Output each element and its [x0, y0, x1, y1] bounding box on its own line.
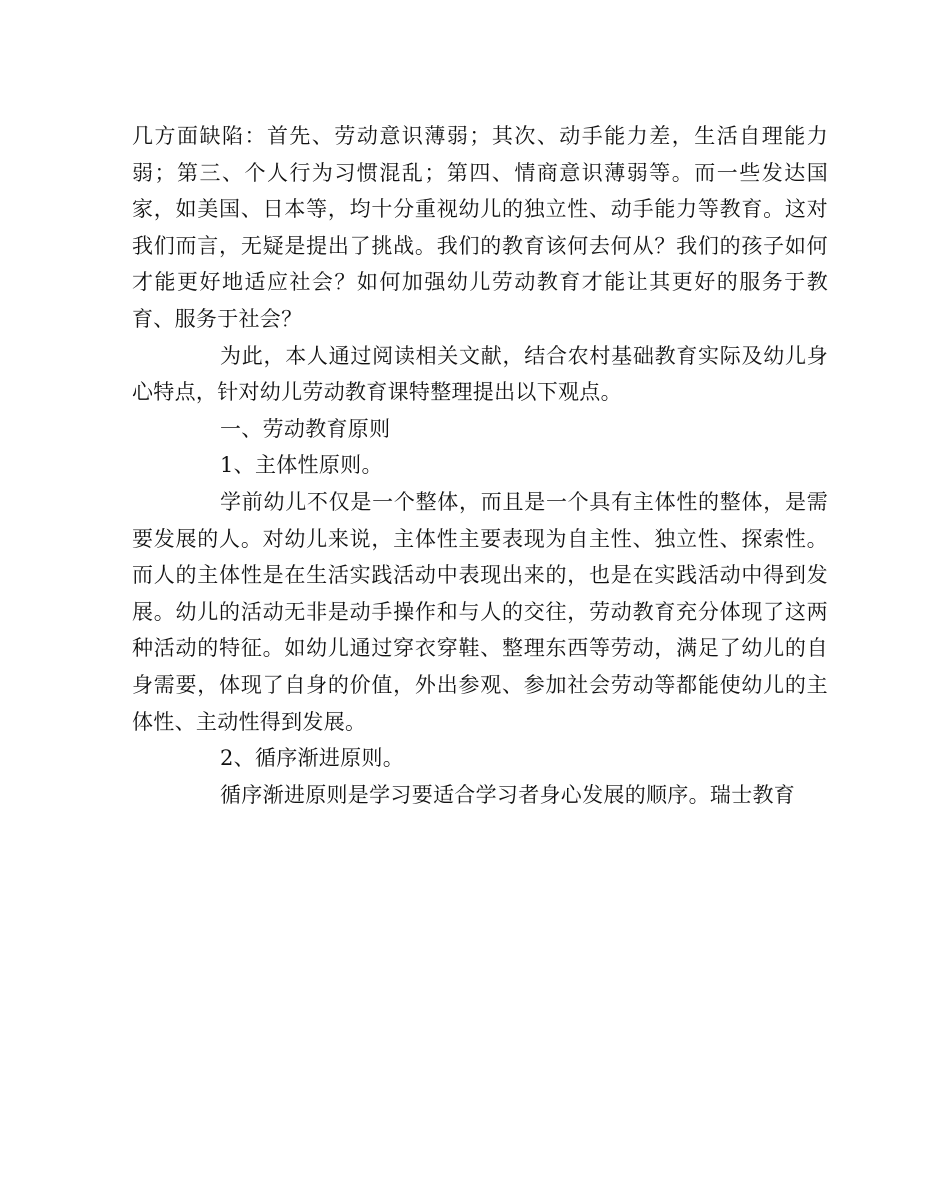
principle-2-title: 2、循序渐进原则。 [220, 746, 405, 771]
principle-2-body: 循序渐进原则是学习要适合学习者身心发展的顺序。瑞士教育 [220, 782, 796, 807]
paragraph-purpose: 为此，本人通过阅读相关文献，结合农村基础教育实际及幼儿身心特点，针对幼儿劳动教育课特整理提出以下观点。 [132, 343, 828, 405]
section-heading: 一、劳动教育原则 [220, 416, 391, 441]
document-body [132, 118, 828, 813]
principle-1-title: 1、主体性原则。 [220, 453, 383, 478]
principle-1-body: 学前幼儿不仅是一个整体，而且是一个具有主体性的整体，是需要发展的人。对幼儿来说，主体性主要表现为自主性、独立性、探索性。而人的主体性是在生活实践活动中表现出来的，也是在实践活动中得到发展。幼儿的活动无非是动手操作和与人的交往，劳动教育充分体现了这两种活动的特征。如幼儿通过穿衣穿鞋、整理东西等劳动，满足了幼儿的自身需要，体现了自身的价值，外出参观、参加社会劳动等都能使幼儿的主体性、主动性得到发展。 [132, 489, 828, 734]
paragraph-continuation: 几方面缺陷：首先、劳动意识薄弱；其次、动手能力差，生活自理能力弱；第三、个人行为习惯混乱；第四、情商意识薄弱等。而一些发达国家，如美国、日本等，均十分重视幼儿的独立性、动手能力等教育。这对我们而言，无疑是提出了挑战。我们的教育该何去何从？我们的孩子如何才能更好地适应社会？如何加强幼儿劳动教育才能让其更好的服务于教育、服务于社会？ [132, 124, 828, 331]
